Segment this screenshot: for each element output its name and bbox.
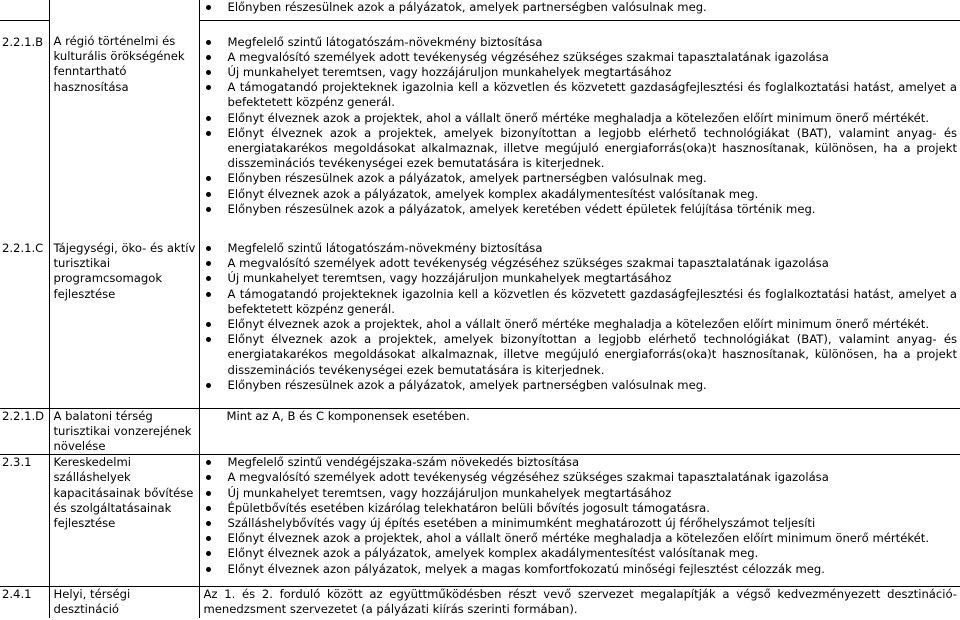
row-title: Tájegységi, öko- és aktív turisztikai programcsomagok fejlesztése — [53, 241, 196, 301]
row-code: 2.4.1 — [2, 587, 32, 602]
criteria-list — [204, 241, 958, 393]
list-item: Előnyben részesülnek azok a pályázatok, amelyek partnerségben valósulnak meg. — [204, 378, 958, 393]
list-item: Előnyt élveznek azok a pályázatok, amelyek komplex akadálymentesítést valósítanak meg. — [204, 546, 958, 561]
list-item: Előnyt élveznek azon pályázatok, melyek a magas komfortfokozatú minőségi fejlesztést célozzák meg. — [204, 562, 958, 577]
list-item: Előnyt élveznek azok a projektek, ahol a vállalt önerő mértéke meghaladja a kötelezően előírt minimum önerő mértékét. — [204, 317, 958, 332]
list-item: Előnyben részesülnek azok a pályázatok, amelyek keretében védett épületek felújítása történik meg. — [204, 202, 958, 217]
list-item: Előnyben részesülnek azok a pályázatok, amelyek partnerségben valósulnak meg. — [204, 0, 958, 15]
row-text: Az 1. és 2. forduló között az együttműködésben részt vevő szervezet megalapítják a végső kedvezményezett desztináció-menedzsment szervezetet (a pályázati kiírás szerinti formában). — [203, 587, 957, 617]
criteria-list — [204, 455, 958, 577]
row-code: 2.3.1 — [2, 455, 32, 470]
row-code: 2.2.1.B — [2, 34, 44, 49]
list-item: Előnyt élveznek azok a projektek, ahol a vállalt önerő mértéke meghaladja a kötelezően előírt minimum önerő mértékét. — [204, 531, 958, 546]
row-title: Helyi, térségi desztináció — [53, 587, 131, 617]
criteria-list — [204, 0, 958, 15]
row-code: 2.2.1.D — [2, 408, 45, 423]
row-title: A balatoni térség turisztikai vonzerejének növelése — [53, 408, 192, 453]
row-text: Mint az A, B és C komponensek esetében. — [226, 408, 470, 423]
table-row — [0, 408, 960, 455]
list-item: A megvalósító személyek adott tevékenység végzéséhez szükséges szakmai tapasztalatának igazolása — [204, 50, 958, 65]
row-title: A régió történelmi és kulturális örökségének fenntartható hasznosítása — [53, 34, 185, 94]
list-item: Megfelelő szintű vendégéjszaka-szám növekedés biztosítása — [204, 455, 958, 470]
list-item: Megfelelő szintű látogatószám-növekmény biztosítása — [204, 35, 958, 50]
list-item: Épületbővítés esetében kizárólag telekhatáron belüli bővítés jogosult támogatásra. — [204, 501, 958, 516]
list-item: A megvalósító személyek adott tevékenység végzéséhez szükséges szakmai tapasztalatának igazolása — [204, 470, 958, 485]
list-item: Új munkahelyet teremtsen, vagy hozzájáruljon munkahelyek megtartásához — [204, 65, 958, 80]
list-item: A támogatandó projekteknek igazolnia kell a közvetlen és közvetett gazdaságfejlesztési és foglalkoztatási hatást, amelyet a befektetett közpénz generál. — [204, 80, 958, 110]
list-item: Megfelelő szintű látogatószám-növekmény biztosítása — [204, 241, 958, 256]
list-item: Előnyben részesülnek azok a pályázatok, amelyek partnerségben valósulnak meg. — [204, 171, 958, 186]
row-title: Kereskedelmi szálláshelyek kapacitásainak bővítése és szolgáltatásainak fejlesztése — [53, 455, 194, 530]
table-row — [0, 238, 960, 408]
list-item: A megvalósító személyek adott tevékenység végzéséhez szükséges szakmai tapasztalatának igazolása — [204, 256, 958, 271]
list-item: Előnyt élveznek azok a pályázatok, amelyek komplex akadálymentesítést valósítanak meg. — [204, 187, 958, 202]
list-item: Előnyt élveznek azok a projektek, amelyek bizonyítottan a legjobb elérhető technológiákat (BAT), valamint anyag- és energiatakarékos megoldásokat alkalmaznak, illetve megújuló energiaforrás(oka)t hasznosítanak, különösen, ha a projekt disszeminációs tevékenységei ezek bemutatására is kiterjednek. — [204, 332, 958, 378]
list-item: Szálláshelybővítés vagy új építés esetében a minimumként meghatározott új férőhelyszámot teljesíti — [204, 516, 958, 531]
list-item: Előnyt élveznek azok a projektek, amelyek bizonyítottan a legjobb elérhető technológiákat (BAT), valamint anyag- és energiatakarékos megoldásokat alkalmaznak, illetve megújuló energiaforrás(oka)t hasznosítanak, különösen, ha a projekt disszeminációs tevékenységei ezek bemutatására is kiterjednek. — [204, 126, 958, 172]
table-row — [0, 20, 960, 238]
table-row — [0, 455, 960, 587]
list-item: Új munkahelyet teremtsen, vagy hozzájáruljon munkahelyek megtartásához — [204, 271, 958, 286]
list-item: A támogatandó projekteknek igazolnia kell a közvetlen és közvetett gazdaságfejlesztési és foglalkoztatási hatást, amelyet a befektetett közpénz generál. — [204, 287, 958, 317]
list-item: Előnyt élveznek azok a projektek, ahol a vállalt önerő mértéke meghaladja a kötelezően előírt minimum önerő mértékét. — [204, 111, 958, 126]
row-code: 2.2.1.C — [2, 241, 44, 255]
table-row — [0, 0, 960, 20]
criteria-list — [204, 35, 958, 217]
table-row — [0, 587, 960, 618]
list-item: Új munkahelyet teremtsen, vagy hozzájáruljon munkahelyek megtartásához — [204, 486, 958, 501]
